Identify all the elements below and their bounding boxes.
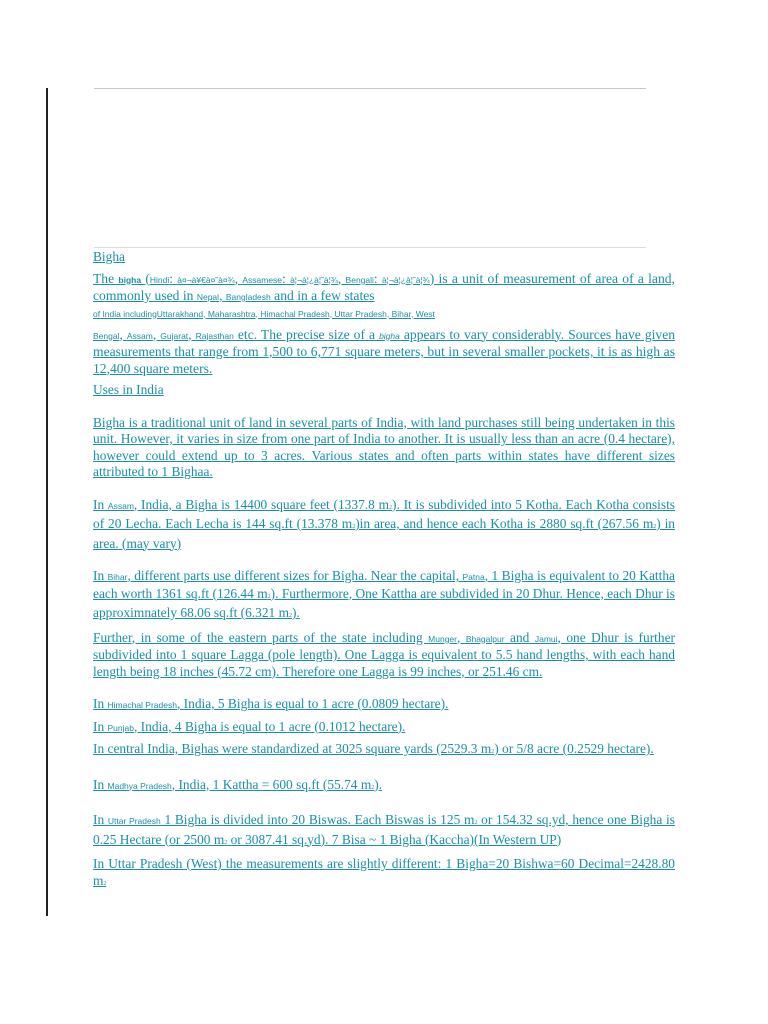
page-title: Bigha	[93, 249, 125, 264]
assam-place-link[interactable]: Assam	[107, 500, 134, 511]
uttar-pradesh-link[interactable]: Uttar Pradesh	[107, 816, 161, 826]
bihar-place-link[interactable]: Bihar	[107, 572, 128, 582]
section-divider	[94, 247, 646, 248]
uses-heading: Uses in India	[93, 382, 164, 397]
bigha-italic: bigha	[379, 330, 400, 341]
punjab-link[interactable]: Punjab	[107, 722, 134, 733]
states-link[interactable]: of India includingUttarakhand, Maharashtra, Himachal Pradesh, Uttar Pradesh, Bihar, West	[93, 308, 435, 319]
madhya-pradesh-paragraph: In Madhya Pradesh, India, 1 Kattha = 600 sq.ft (55.74 m2).	[93, 776, 383, 792]
states-line	[93, 308, 675, 321]
assam-link[interactable]: Assam	[126, 330, 153, 341]
bengal-link[interactable]: Bengal	[93, 330, 120, 341]
gujarat-link[interactable]: Gujarat	[160, 330, 189, 341]
uttar-pradesh-west-paragraph: In Uttar Pradesh (West) the measurements are slightly different: 1 Bigha=20 Bishwa=60 Decimal=2428.80 m2	[93, 856, 675, 888]
assamese-link[interactable]: Assamese	[242, 274, 283, 285]
uttar-pradesh-paragraph: In Uttar Pradesh 1 Bigha is divided into 20 Biswas. Each Biswas is 125 m2 or 154.32 sq.yd, hence one Bigha is 0.25 Hectare (or 2500 m2 or 3087.41 sq.yd). 7 Bisa ~ 1 Bigha (Kaccha)(In Western UP)	[93, 812, 675, 847]
jamui-link[interactable]: Jamui	[534, 633, 558, 644]
bengali-link[interactable]: Bengali	[345, 274, 374, 285]
punjab-paragraph: In Punjab, India, 4 Bigha is equal to 1 acre (0.1012 hectare).	[93, 718, 406, 734]
rajasthan-link[interactable]: Rajasthan	[195, 330, 234, 341]
himachal-paragraph: In Himachal Pradesh, India, 5 Bigha is equal to 1 acre (0.0809 hectare).	[93, 696, 449, 711]
further-paragraph: Further, in some of the eastern parts of the state including Munger, Bhagalpur and Jamui, one Dhur is further subdivided into 1 square Lagga (pole length). One Lagga is equivalent to 5.5 hand lengths, with each hand length being 18 inches (45.72 cm). Therefore one Lagga is 99 inches, or 251.46 cm.	[93, 629, 675, 679]
bihar-paragraph: In Bihar, different parts use different sizes for Bigha. Near the capital, Patna, 1 Bigha is equivalent to 20 Kattha each worth 1361 sq.ft (126.44 m2). Furthermore, One Kattha are subdivided in 20 Dhur. Hence, each Dhur is approximnately 68.06 sq.ft (6.321 m2).	[93, 568, 675, 620]
himachal-link[interactable]: Himachal Pradesh	[107, 700, 177, 710]
patna-link[interactable]: Patna	[462, 572, 485, 582]
bengali-text: à¦¬à¦¿à¦˜à¦¾	[381, 274, 430, 285]
central-india-paragraph: In central India, Bighas were standardized at 3025 square yards (2529.3 m2) or 5/8 acre (0.2529 hectare).	[93, 741, 654, 756]
bigha-link[interactable]: bigha	[118, 274, 142, 285]
document-body	[93, 249, 675, 892]
margin-rule	[46, 88, 48, 916]
assam-paragraph: In Assam, India, a Bigha is 14400 square feet (1337.8 m2). It is subdivided into 5 Kotha. Each Kotha consists of 20 Lecha. Each Lecha is 144 sq.ft (13.378 m2)in area, and hence each Kotha is 2880 sq.ft (267.56 m2) in area. (may vary)	[93, 496, 676, 551]
uses-paragraph: Bigha is a traditional unit of land in several parts of India, with land purchases still being undertaken in this unit. However, it varies in size from one part of India to another. It is usually less than an acre (0.4 hectare), however could extend up to 3 acres. Various states and often parts within states have different sizes attributed to 1 Bighaa.	[93, 414, 675, 479]
madhya-pradesh-link[interactable]: Madhya Pradesh	[107, 780, 172, 791]
munger-link[interactable]: Munger	[428, 633, 457, 644]
bangladesh-link[interactable]: Bangladesh	[225, 292, 271, 302]
nepal-link[interactable]: Nepal	[196, 292, 220, 302]
intro-paragraph-cont: Bengal, Assam, Gujarat, Rajasthan etc. The precise size of a bigha appears to vary considerably. Sources have given measurements that range from 1,500 to 6,771 square meters, but in several smaller pockets, it is as high as 12,400 square meters.	[93, 326, 676, 376]
hindi-link[interactable]: Hindi	[149, 274, 170, 285]
assamese-text: à¦¬à¦¿à¦˜à¦¾	[290, 274, 338, 285]
bhagalpur-link[interactable]: Bhagalpur	[465, 633, 505, 644]
top-divider	[94, 88, 646, 89]
hindi-text: à¤¬à¥€à¤˜à¤¾	[177, 274, 235, 285]
intro-paragraph: The bigha (Hindi: à¤¬à¥€à¤˜à¤¾, Assamese: à¦¬à¦¿à¦˜à¦¾, Bengali: à¦¬à¦¿à¦˜à¦¾) is a unit of measurement of area of a land, commonly used in Nepal, Bangladesh and in a few states	[93, 270, 675, 303]
